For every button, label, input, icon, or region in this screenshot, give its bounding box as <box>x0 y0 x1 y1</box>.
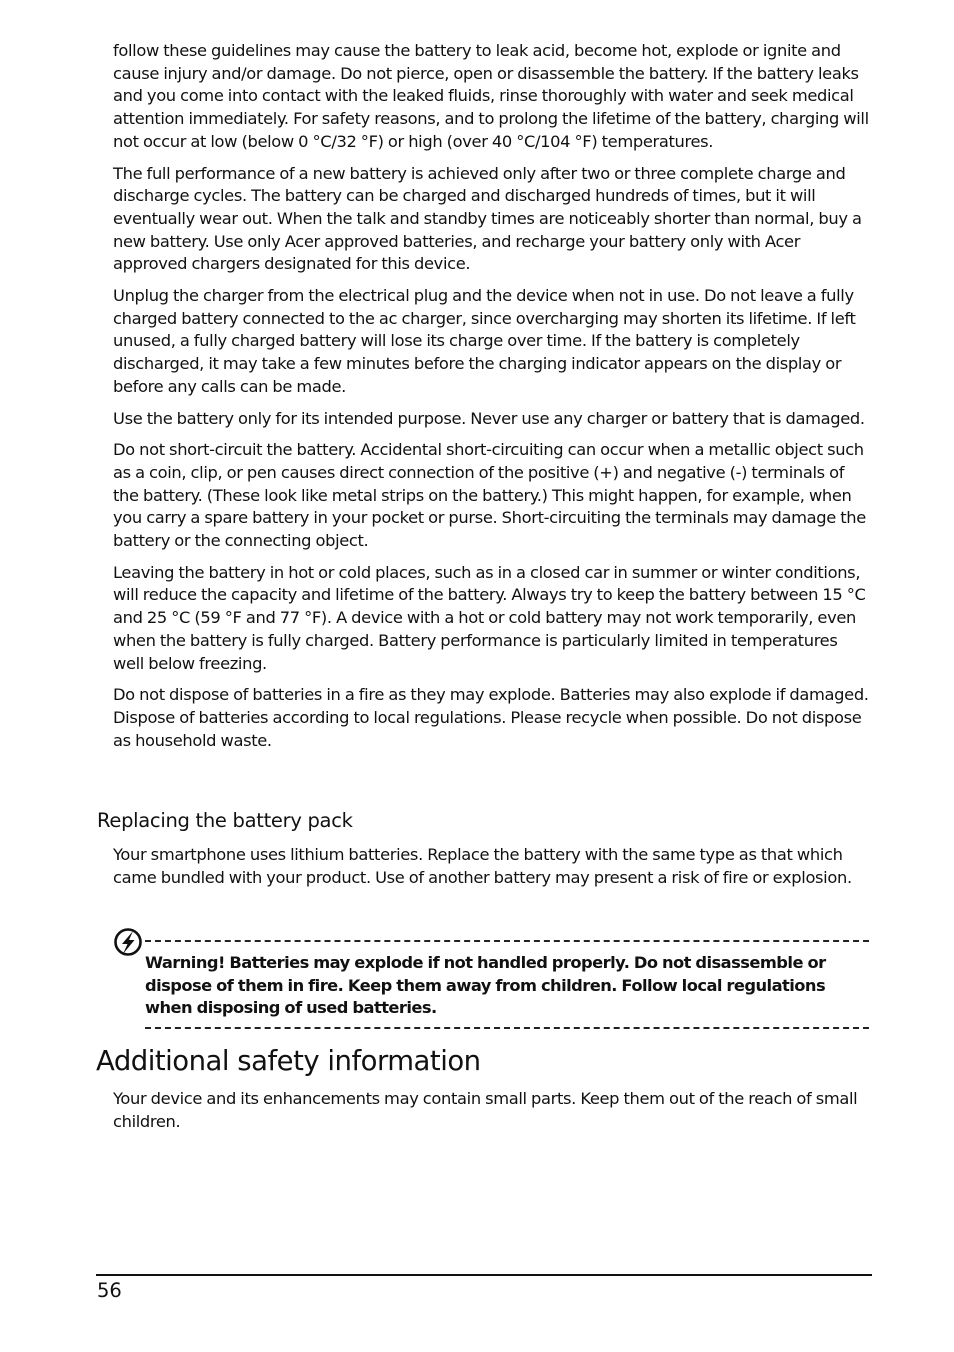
paragraph-small-parts: Your device and its enhancements may contain small parts. Keep them out of the reach of small children. <box>113 1089 858 1131</box>
battery-guidelines-section <box>113 40 869 761</box>
replacing-section <box>113 844 869 898</box>
footer-rule <box>96 1274 872 1276</box>
paragraph-hot-cold: Leaving the battery in hot or cold places, such as in a closed car in summer or winter conditions, will reduce the capacity and lifetime of the battery. Always try to keep the battery between 15 °C and 25 °C (59 °F and 77 °F). A device with a hot or cold battery may not work temporarily, even when the battery is fully charged. Battery performance is particularly limited in temperatures well below freezing. <box>113 562 866 673</box>
page-number: 56 <box>97 1279 122 1302</box>
warning-text: Warning! Batteries may explode if not handled properly. Do not disassemble or dispose of them in fire. Keep them away from children. Follow local regulations when disposing of used batteries. <box>145 953 826 1018</box>
warning-lightning-icon <box>113 927 145 959</box>
paragraph-short-circuit: Do not short-circuit the battery. Accidental short-circuiting can occur when a metallic object such as a coin, clip, or pen causes direct connection of the positive (+) and negative (-) terminals of the battery. (These look like metal strips on the battery.) This might happen, for example, when you carry a spare battery in your pocket or purse. Short-circuiting the terminals may damage the battery or the connecting object. <box>113 440 866 551</box>
paragraph-unplug-charger: Unplug the charger from the electrical plug and the device when not in use. Do not leave a fully charged battery connected to the ac charger, since overcharging may shorten its lifetime. If left unused, a fully charged battery will lose its charge over time. If the battery is completely discharged, it may take a few minutes before the charging indicator appears on the display or before any calls can be made. <box>113 286 856 396</box>
paragraph-guidelines: follow these guidelines may cause the battery to leak acid, become hot, explode or ignite and cause injury and/or damage. Do not pierce, open or disassemble the battery. If the battery leaks and you come into contact with the leaked fluids, rinse thoroughly with water and seek medical attention immediately. For safety reasons, and to prolong the lifetime of the battery, charging will not occur at low (below 0 °C/32 °F) or high (over 40 °C/104 °F) temperatures. <box>113 41 869 151</box>
section-subheading: Replacing the battery pack <box>97 809 353 832</box>
warning-divider-top <box>145 940 869 942</box>
paragraph-intended-purpose: Use the battery only for its intended purpose. Never use any charger or battery that is damaged. <box>113 408 865 428</box>
paragraph-full-performance: The full performance of a new battery is achieved only after two or three complete charge and discharge cycles. The battery can be charged and discharged hundreds of times, but it will eventually wear out. When the talk and standby times are noticeably shorter than normal, buy a new battery. Use only Acer approved batteries, and recharge your battery only with Acer approved chargers designated for this device. <box>113 163 862 274</box>
warning-divider-bottom <box>145 1027 869 1029</box>
paragraph-dispose: Do not dispose of batteries in a fire as they may explode. Batteries may also explode if damaged. Dispose of batteries according to local regulations. Please recycle when possible. Do not dispose as household waste. <box>113 685 869 750</box>
section-heading: Additional safety information <box>96 1045 481 1077</box>
paragraph-replacing: Your smartphone uses lithium batteries. Replace the battery with the same type as that which came bundled with your product. Use of another battery may present a risk of fire or explosion. <box>113 845 852 887</box>
additional-safety-section <box>113 1088 869 1142</box>
